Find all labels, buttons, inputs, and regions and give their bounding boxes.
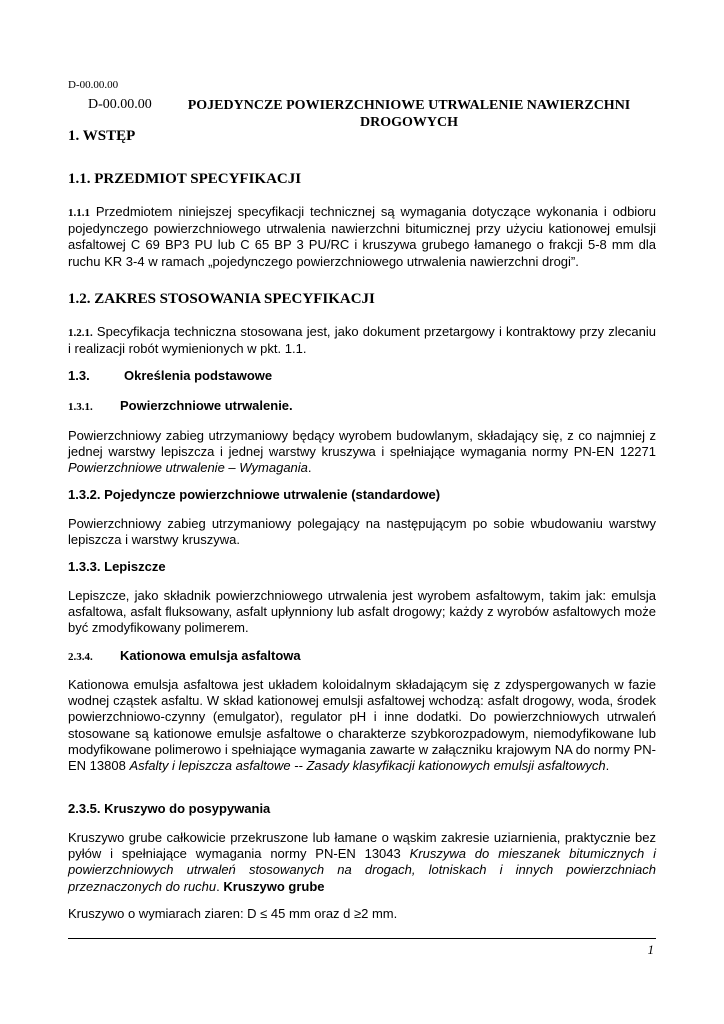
section-1-1-1-number: 1.1.1	[68, 207, 90, 219]
section-2-3-5-end: .	[216, 878, 224, 894]
section-1-3-1-end: .	[307, 460, 312, 476]
section-1-3-1-heading	[68, 398, 656, 413]
section-2-3-5-norm-title: Kruszywa do mieszanek bitumicznych i powierzchniowych utrwaleń stosowanych na drogach, lotniskach i innych powierzchniach przeznaczonych do ruchu	[68, 846, 656, 894]
section-1-heading: 1. WSTĘP	[68, 128, 136, 144]
page-number: 1	[647, 942, 654, 957]
section-1-3-1-number: 1.3.1.	[68, 401, 93, 413]
section-2-3-4-heading	[68, 648, 656, 663]
section-1-3-2-heading: 1.3.2. Pojedyncze powierzchniowe utrwalenie (standardowe)	[68, 487, 441, 502]
title-text: POJEDYNCZE POWIERZCHNIOWE UTRWALENIE NAWIERZCHNI DROGOWYCH	[187, 98, 631, 130]
section-1-1-1-paragraph	[68, 204, 656, 270]
section-2-3-5-bold-label: Kruszywo grube	[223, 878, 325, 894]
section-1-3-1-paragraph	[68, 428, 656, 477]
section-2-3-4-paragraph	[68, 677, 656, 774]
title-code: D-00.00.00	[88, 97, 152, 112]
section-1-2-heading: 1.2. ZAKRES STOSOWANIA SPECYFIKACJI	[68, 291, 375, 307]
section-2-3-4-title: Kationowa emulsja asfaltowa	[120, 648, 301, 663]
section-2-3-5-paragraph	[68, 830, 656, 895]
section-1-3-heading	[68, 368, 656, 383]
section-1-2-1-number: 1.2.1.	[68, 327, 93, 339]
section-1-2-1-paragraph	[68, 324, 656, 357]
section-1-2-1-text: Specyfikacja techniczna stosowana jest, jako dokument przetargowy i kontraktowy przy zlecaniu i realizacji robót wymienionych w pkt. 1.1.	[68, 324, 656, 357]
footer-divider	[68, 938, 656, 939]
section-2-3-4-norm-title: Asfalty i lepiszcza asfaltowe -- Zasady klasyfikacji kationowych emulsji asfaltowych	[129, 758, 606, 774]
section-2-3-5-grain-size: Kruszywo o wymiarach ziaren: D ≤ 45 mm oraz d ≥2 mm.	[68, 906, 398, 921]
section-1-3-3-heading: 1.3.3. Lepiszcze	[68, 559, 166, 574]
header-doc-code: D-00.00.00	[68, 79, 119, 91]
section-1-3-title: Określenia podstawowe	[124, 368, 273, 383]
section-1-3-1-title: Powierzchniowe utrwalenie.	[120, 398, 293, 413]
section-1-3-1-text: Powierzchniowy zabieg utrzymaniowy będący wyrobem budowlanym, składający się, z co najmniej z jednej warstwy lepiszcza i jednej warstwy kruszywa i spełniające wymagania normy PN-EN 12271	[68, 428, 656, 460]
section-1-3-3-paragraph: Lepiszcze, jako składnik powierzchniowego utrwalenia jest wyrobem asfaltowym, takim jak: emulsja asfaltowa, asfalt fluksowany, asfalt upłynniony lub asfalt drogowy; każdy z wyrobów asfaltowych może być zmodyfikowany polimerem.	[68, 588, 656, 636]
section-1-1-heading: 1.1. PRZEDMIOT SPECYFIKACJI	[68, 171, 302, 187]
section-1-3-number: 1.3.	[68, 368, 90, 383]
section-1-3-1-norm-title: Powierzchniowe utrwalenie – Wymagania	[68, 460, 308, 476]
section-1-1-1-text: Przedmiotem niniejszej specyfikacji technicznej są wymagania dotyczące wykonania i odbioru pojedynczego powierzchniowego utrwalenia nawierzchni bitumicznej przy użyciu kationowej emulsji asfaltowej C 69 BP3 PU lub C 65 BP 3 PU/RC i kruszywa grubego łamanego o frakcji 5-8 mm dla ruchu KR 3-4 w ramach „pojedynczego powierzchniowego utrwalenia nawierzchni drogi”.	[68, 204, 656, 269]
section-2-3-5-text: Kruszywo grube całkowicie przekruszone lub łamane o wąskim zakresie uziarnienia, praktycznie bez pyłów i spełniające wymagania normy PN-EN 13043	[68, 830, 656, 862]
section-2-3-4-number: 2.3.4.	[68, 651, 93, 663]
section-2-3-4-text: Kationowa emulsja asfaltowa jest układem koloidalnym składającym się z zdyspergowanych w fazie wodnej cząstek asfaltu. W skład kationowej emulsji asfaltowej wchodzą: asfalt drogowy, woda, środek powierzchniowo-czynny (emulgator), regulator pH i inne dodatki. Do powierzchniowych utrwaleń stosowane są kationowe emulsje asfaltowe o charakterze szybkorozpadowym, niemodyfikowane lub modyfikowane polimerowo i spełniające wymagania zawarte w załączniku krajowym NA do normy PN-EN 13808	[68, 677, 656, 774]
section-1-3-2-paragraph: Powierzchniowy zabieg utrzymaniowy polegający na następującym po sobie wbudowaniu warstwy lepiszcza i warstwy kruszywa.	[68, 516, 656, 548]
section-2-3-5-heading: 2.3.5. Kruszywo do posypywania	[68, 801, 271, 816]
section-2-3-4-end: .	[605, 758, 610, 774]
